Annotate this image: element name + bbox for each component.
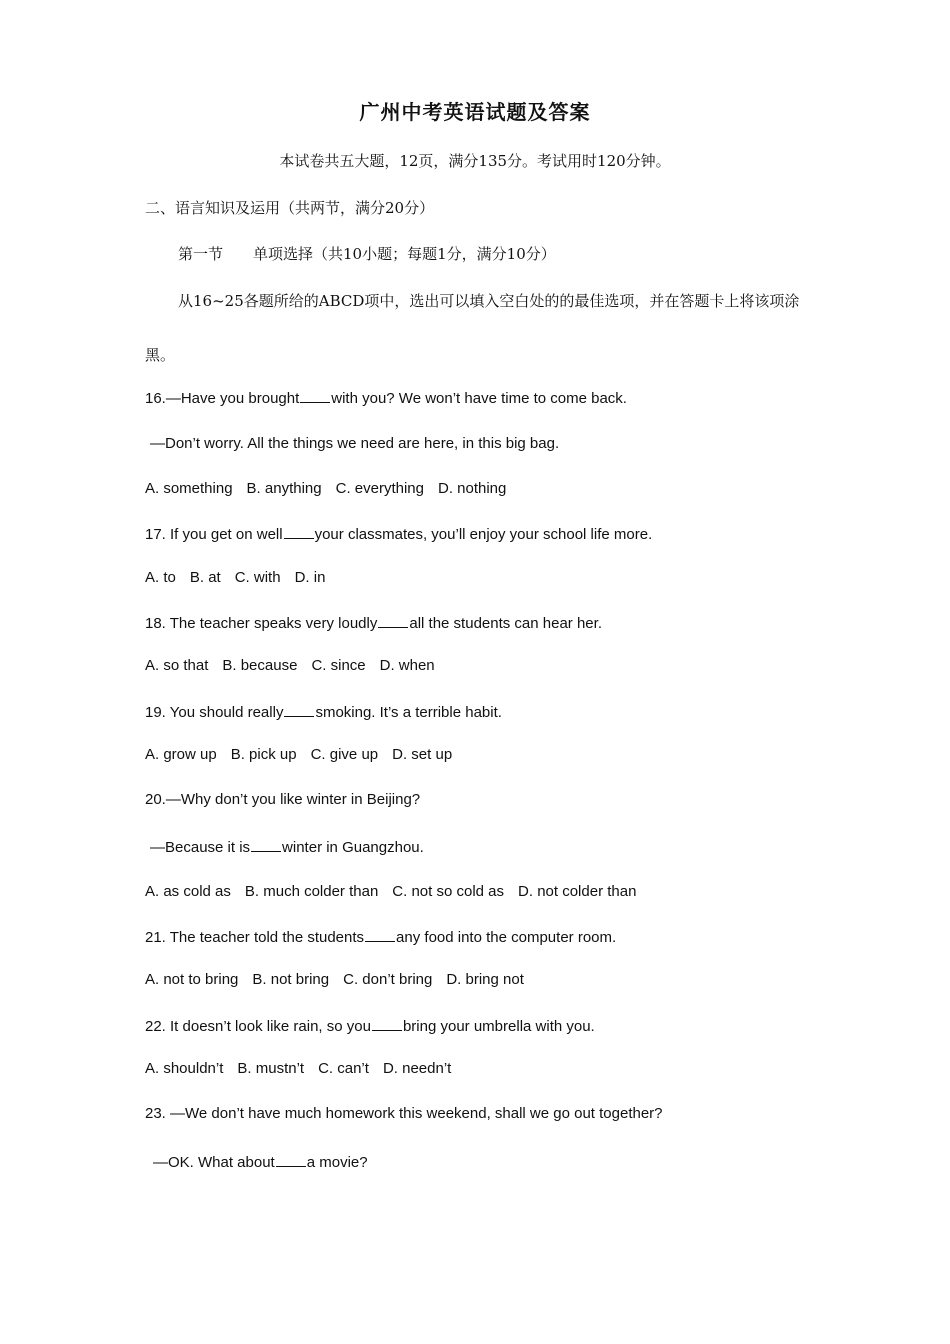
answer-blank (300, 388, 330, 403)
option-a: A. something (145, 480, 233, 497)
option-b: B. at (189, 569, 221, 586)
answer-blank (365, 927, 395, 942)
option-d: D. not colder than (518, 883, 637, 900)
question-23-reply: —OK. What about a movie? (153, 1154, 368, 1171)
option-c: C. give up (310, 746, 379, 763)
question-18: 18. The teacher speaks very loudly all the students can hear her. (145, 615, 602, 632)
question-19: 19. You should really smoking. It’s a terrible habit. (145, 704, 502, 721)
question-21-options (145, 971, 524, 988)
option-a: A. as cold as (145, 883, 231, 900)
option-a: A. shouldn’t (145, 1060, 224, 1077)
part-label: 第一节 (178, 245, 224, 263)
question-18-options (145, 657, 435, 674)
question-22: 22. It doesn’t look like rain, so you bring your umbrella with you. (145, 1018, 595, 1035)
exam-info: 本试卷共五大题，12页，满分135分。考试用时120分钟。 (279, 152, 671, 170)
question-16-options (145, 480, 506, 497)
part-heading (178, 243, 556, 264)
option-b: B. much colder than (244, 883, 379, 900)
option-d: D. needn’t (382, 1060, 452, 1077)
option-c: C. can’t (318, 1060, 369, 1077)
option-b: B. anything (246, 480, 322, 497)
option-d: D. bring not (446, 971, 524, 988)
answer-blank (251, 837, 281, 852)
option-c: C. everything (335, 480, 424, 497)
option-b: B. not bring (252, 971, 330, 988)
answer-blank (378, 613, 408, 628)
option-d: D. in (294, 569, 326, 586)
question-17: 17. If you get on well your classmates, you’ll enjoy your school life more. (145, 526, 653, 543)
question-22-options (145, 1060, 451, 1077)
option-c: C. not so cold as (392, 883, 505, 900)
section-heading: 二、语言知识及运用（共两节，满分20分） (145, 199, 435, 217)
part-title: 单项选择（共10小题；每题1分，满分10分） (253, 245, 556, 263)
question-19-options (145, 746, 452, 763)
question-16-reply: —Don’t worry. All the things we need are here, in this big bag. (150, 435, 560, 452)
answer-blank (284, 524, 314, 539)
option-c: C. with (234, 569, 281, 586)
option-b: B. mustn’t (237, 1060, 305, 1077)
option-a: A. not to bring (145, 971, 239, 988)
question-16: 16.—Have you brought with you? We won’t have time to come back. (145, 390, 627, 407)
option-b: B. because (222, 657, 298, 674)
answer-blank (372, 1016, 402, 1031)
answer-blank (276, 1152, 306, 1167)
option-d: D. when (379, 657, 435, 674)
instruction-line-2: 黑。 (145, 346, 176, 364)
page-title: 广州中考英语试题及答案 (359, 100, 591, 124)
option-c: C. since (311, 657, 366, 674)
question-23: 23. —We don’t have much homework this weekend, shall we go out together? (145, 1105, 663, 1122)
question-20: 20.—Why don’t you like winter in Beijing? (145, 791, 421, 808)
option-a: A. so that (145, 657, 209, 674)
question-21: 21. The teacher told the students any food into the computer room. (145, 929, 617, 946)
question-17-options (145, 569, 325, 586)
option-a: A. to (145, 569, 176, 586)
question-20-options (145, 883, 636, 900)
option-d: D. set up (392, 746, 453, 763)
question-20-reply: —Because it is winter in Guangzhou. (150, 839, 424, 856)
instruction-line-1: 从16~25各题所给的ABCD项中，选出可以填入空白处的的最佳选项，并在答题卡上将该项涂 (178, 292, 800, 310)
option-c: C. don’t bring (343, 971, 433, 988)
option-b: B. pick up (230, 746, 297, 763)
option-a: A. grow up (145, 746, 217, 763)
option-d: D. nothing (437, 480, 507, 497)
answer-blank (284, 702, 314, 717)
